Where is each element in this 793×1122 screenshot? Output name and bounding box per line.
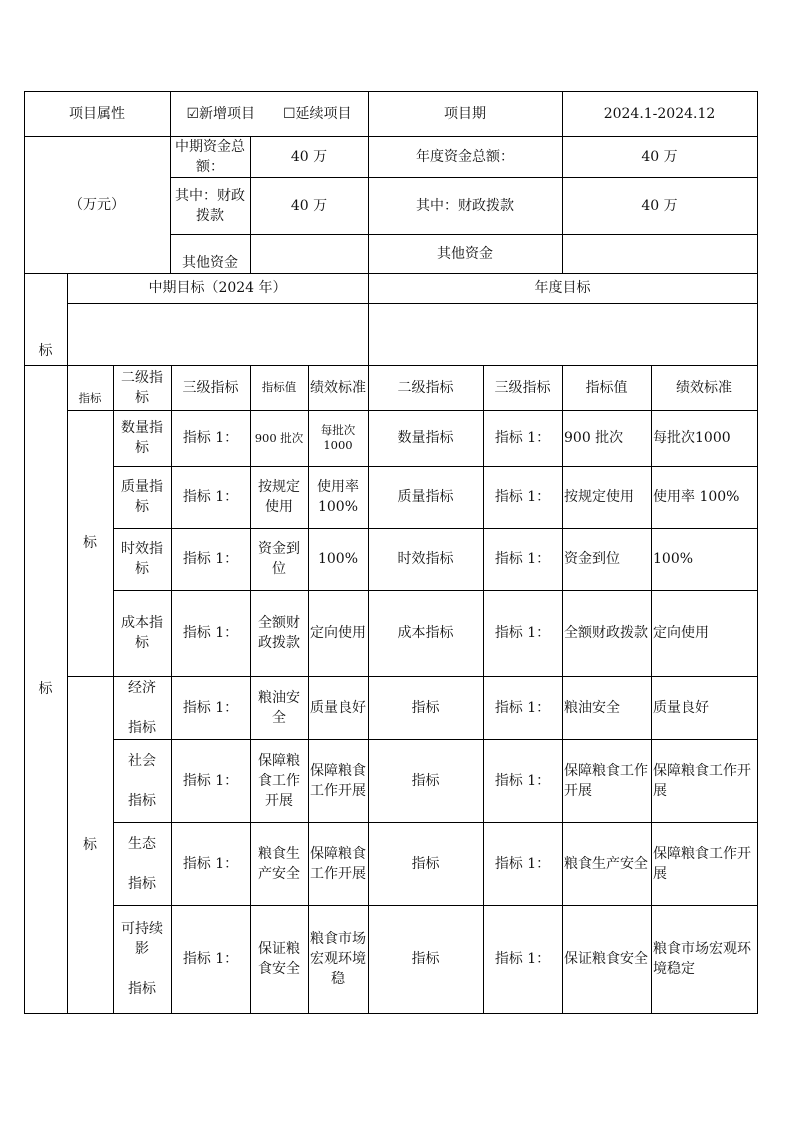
value-cell: 全额财政拨款 xyxy=(258,615,300,651)
annual-value-cell: 保证粮食安全 xyxy=(564,951,648,967)
annual-level2-cell: 时效指标 xyxy=(397,551,454,567)
annual-value-cell: 粮食生产安全 xyxy=(564,855,648,872)
standard-cell: 保障粮食工作开展 xyxy=(310,762,366,799)
annual-level3-cell: 指标 1： xyxy=(494,855,551,872)
annual-standard-cell: 保障粮食工作开展 xyxy=(653,845,751,882)
project-attr-label: 项目属性 xyxy=(69,105,125,122)
performance-target-table xyxy=(24,91,757,1013)
value-cell: 保证粮食安全 xyxy=(258,941,300,977)
standard-cell: 使用率100% xyxy=(317,479,359,515)
goals-side-label: 标 xyxy=(38,343,53,359)
annual-level2-cell: 数量指标 xyxy=(397,430,454,446)
header-standard: 绩效标准 xyxy=(310,379,366,396)
annual-value-cell: 保障粮食工作开展 xyxy=(564,762,648,799)
annual-standard-cell: 保障粮食工作开展 xyxy=(653,762,751,799)
header-value: 指标值 xyxy=(261,380,297,394)
annual-level2-cell: 质量指标 xyxy=(397,489,454,505)
value-cell: 按规定使用 xyxy=(258,479,300,515)
standard-cell: 保障粮食工作开展 xyxy=(310,845,366,882)
mid-total-label: 中期资金总额： xyxy=(175,138,245,175)
header-level3: 三级指标 xyxy=(182,379,239,396)
annual-level3-cell: 指标 1： xyxy=(494,625,551,641)
level3-cell: 指标 1： xyxy=(182,699,239,716)
annual-level3-cell: 指标 1： xyxy=(494,699,551,716)
annual-standard-cell: 100% xyxy=(653,551,694,567)
annual-level2-cell: 指标 xyxy=(411,855,440,872)
level3-cell: 指标 1： xyxy=(182,430,239,446)
indicators-side-label: 标 xyxy=(38,681,53,697)
annual-finance-value: 40 万 xyxy=(641,197,678,214)
mid-other-label: 其他资金 xyxy=(182,255,238,271)
value-cell: 粮油安全 xyxy=(258,689,300,726)
annual-value-cell: 粮油安全 xyxy=(564,699,620,716)
annual-level2-cell: 指标 xyxy=(411,772,440,789)
annual-goal-content[interactable] xyxy=(368,303,757,365)
level2-cell: 可持续影 指标 xyxy=(121,921,163,997)
annual-finance-label: 其中：财政拨款 xyxy=(416,197,514,214)
grid-line-v xyxy=(757,91,758,1014)
annual-value-cell: 900 批次 xyxy=(564,430,624,446)
annual-standard-cell: 粮食市场宏观环境稳定 xyxy=(653,941,751,977)
mid-total-value: 40 万 xyxy=(290,148,328,165)
header-level2: 二级指标 xyxy=(121,369,163,406)
header-annual-value: 指标值 xyxy=(585,379,628,396)
mid-goal-content[interactable] xyxy=(67,303,368,365)
header-annual-standard: 绩效标准 xyxy=(676,379,732,396)
level2-cell: 经济 指标 xyxy=(128,679,156,736)
annual-total-value: 40 万 xyxy=(641,148,678,165)
annual-level2-cell: 指标 xyxy=(411,951,440,967)
mid-other-value xyxy=(250,234,368,273)
level2-cell: 成本指标 xyxy=(121,615,163,651)
annual-value-cell: 按规定使用 xyxy=(564,489,634,505)
funds-unit-label: （万元） xyxy=(69,196,125,213)
header-annual-level3: 三级指标 xyxy=(494,379,551,396)
annual-other-value xyxy=(562,234,757,273)
standard-cell: 定向使用 xyxy=(310,625,366,641)
level2-cell: 质量指标 xyxy=(121,479,163,515)
value-cell: 粮食生产安全 xyxy=(258,845,300,882)
level3-cell: 指标 1： xyxy=(182,489,239,505)
annual-standard-cell: 定向使用 xyxy=(653,625,709,641)
annual-goal-header: 年度目标 xyxy=(534,280,591,296)
annual-level3-cell: 指标 1： xyxy=(494,951,551,967)
output-group-label: 标 xyxy=(83,535,97,551)
level3-cell: 指标 1： xyxy=(182,551,239,567)
project-period-value: 2024.1-2024.12 xyxy=(603,105,716,122)
annual-standard-cell: 每批次1000 xyxy=(653,430,731,446)
standard-cell: 每批次1000 xyxy=(320,423,356,452)
benefit-group-label: 标 xyxy=(83,836,97,853)
mid-finance-label: 其中：财政拨款 xyxy=(175,187,245,224)
project-type-checkboxes[interactable]: ☑新增项目 ☐延续项目 xyxy=(186,105,352,122)
level2-cell: 时效指标 xyxy=(121,541,163,577)
annual-level3-cell: 指标 1： xyxy=(494,551,551,567)
level2-cell: 社会 指标 xyxy=(128,752,156,809)
level2-cell: 数量指标 xyxy=(121,420,163,456)
level3-cell: 指标 1： xyxy=(182,855,239,872)
value-cell: 资金到位 xyxy=(258,541,300,577)
annual-level3-cell: 指标 1： xyxy=(494,772,551,789)
value-cell: 保障粮食工作开展 xyxy=(258,752,300,809)
level3-cell: 指标 1： xyxy=(182,951,239,967)
level3-cell: 指标 1： xyxy=(182,772,239,789)
header-level1: 指标 xyxy=(78,391,102,405)
value-cell: 900 批次 xyxy=(254,430,304,445)
level2-cell: 生态 指标 xyxy=(128,835,156,892)
grid-line-h xyxy=(24,1013,758,1014)
annual-value-cell: 全额财政拨款 xyxy=(564,625,648,641)
standard-cell: 粮食市场宏观环境稳 xyxy=(310,931,366,987)
annual-level3-cell: 指标 1： xyxy=(494,430,551,446)
annual-standard-cell: 使用率 100% xyxy=(653,489,740,505)
project-period-label: 项目期 xyxy=(444,105,486,122)
header-annual-level2: 二级指标 xyxy=(397,379,454,396)
mid-finance-value: 40 万 xyxy=(290,197,328,214)
standard-cell: 质量良好 xyxy=(310,699,366,716)
standard-cell: 100% xyxy=(317,551,359,567)
level3-cell: 指标 1： xyxy=(182,625,239,641)
annual-level3-cell: 指标 1： xyxy=(494,489,551,505)
annual-value-cell: 资金到位 xyxy=(564,551,620,567)
annual-standard-cell: 质量良好 xyxy=(653,699,709,716)
annual-level2-cell: 指标 xyxy=(411,699,440,716)
annual-other-label: 其他资金 xyxy=(437,245,493,262)
mid-goal-header: 中期目标（2024 年） xyxy=(148,280,287,296)
annual-total-label: 年度资金总额： xyxy=(416,148,514,165)
annual-level2-cell: 成本指标 xyxy=(397,625,454,641)
